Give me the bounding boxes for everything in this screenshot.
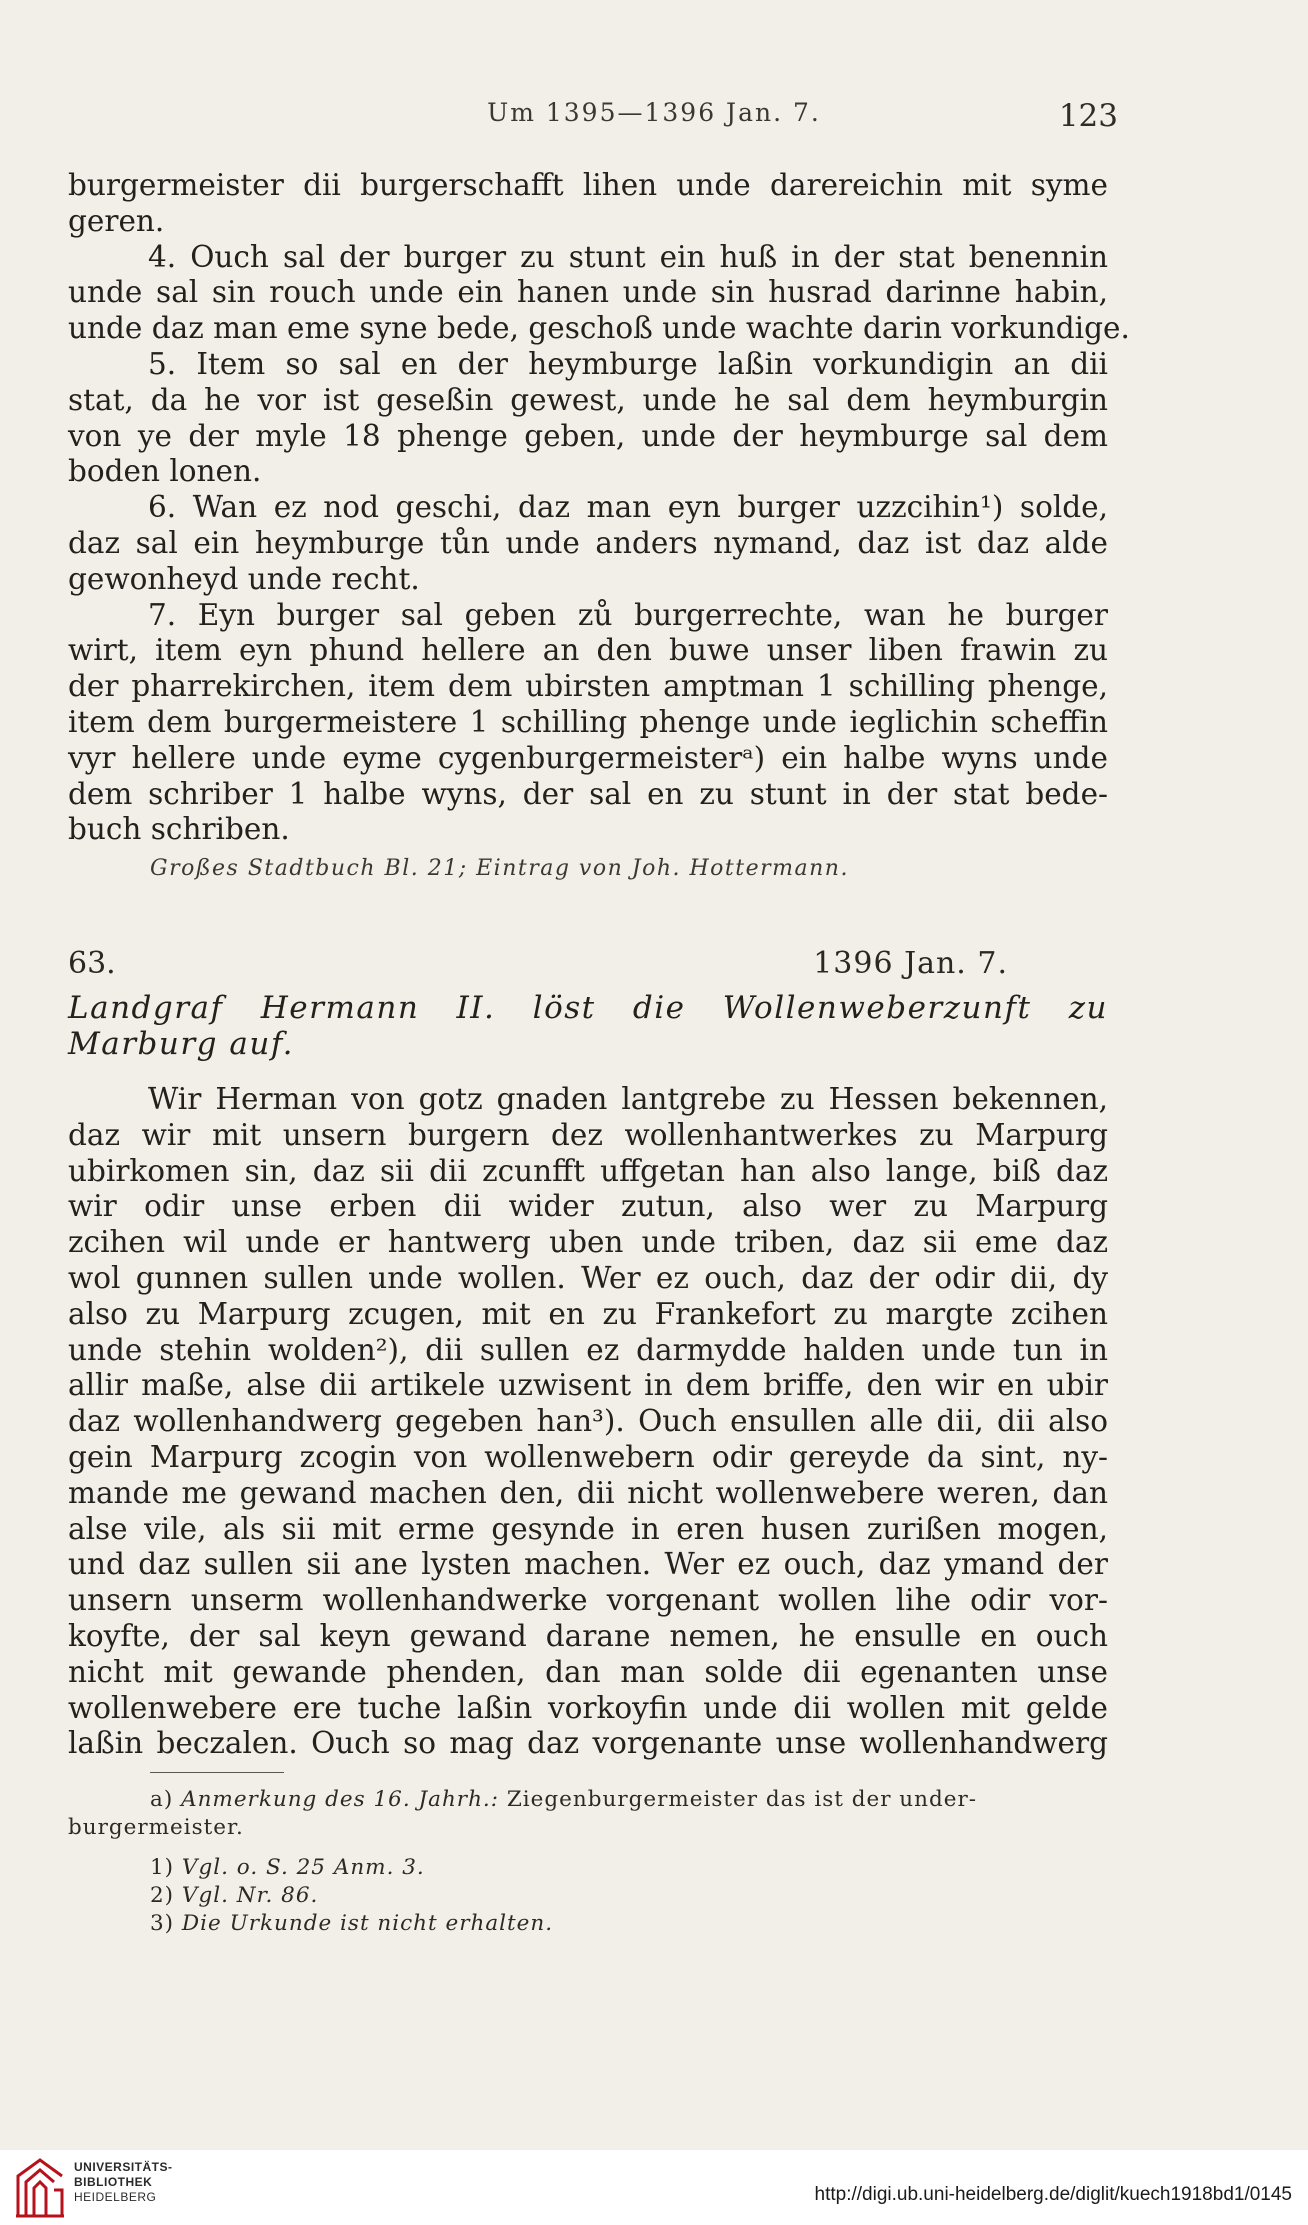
running-title: Um 1395—1396 Jan. 7. [487,98,821,127]
text-line: mande me gewand machen den, dii nicht wollenwebere weren, dan [68,1475,1108,1510]
text-line: unde daz man eme syne bede, geschoß unde wachte darin vorkundige. [68,311,1130,346]
text-line: gewonheyd unde recht. [68,561,420,596]
text-line: geren. [68,203,165,238]
text-line: gein Marpurg zcogin von wollenwebern odir gereyde da sint, ny- [68,1439,1108,1474]
text-line: 7. Eyn burger sal geben zů burgerrechte, wan he burger [148,597,1108,632]
heading-line: Landgraf Hermann II. löst die Wollenweberzunft zu [68,990,1108,1026]
text-line: Wir Herman von gotz gnaden lantgrebe zu Hessen bekennen, [148,1082,1108,1116]
text-line: zcihen wil unde er hantwerg uben unde triben, daz sii eme daz [68,1225,1108,1260]
text-line: wir odir unse erben dii wider zutun, also wer zu Marpurg [68,1189,1108,1224]
running-head [0,98,1308,138]
footnote-label: Anmerkung des 16. Jahrh.: [181,1787,500,1812]
text-line: dem schriber 1 halbe wyns, der sal en zu stunt in der stat bede- [68,776,1108,811]
document-heading [68,990,1108,1062]
text-line: also zu Marpurg zcugen, mit en zu Frankefort zu margte zcihen [68,1296,1108,1331]
document-number: 63. [68,946,116,981]
text-line: daz sal ein heymburge tůn unde anders nymand, daz ist daz alde [68,525,1108,560]
library-name-line: BIBLIOTHEK [74,2175,153,2189]
footnote-a-continued: burgermeister. [68,1815,244,1840]
library-name-line: HEIDELBERG [74,2190,157,2204]
footnote-text: Die Urkunde ist nicht erhalten. [181,1911,554,1936]
text-line: buch schriben. [68,812,290,847]
text-line: unde sal sin rouch unde ein hanen unde sin husrad darinne habin, [68,275,1108,310]
source-note: Großes Stadtbuch Bl. 21; Eintrag von Joh. Hottermann. [150,856,849,881]
text-line: daz wir mit unsern burgern dez wollenhantwerkes zu Marpurg [68,1117,1108,1152]
continuation-text [68,168,1130,848]
text-line: koyfte, der sal keyn gewand darane nemen, he ensulle en ouch [68,1618,1108,1653]
library-name [74,2160,173,2205]
text-line: daz wollenhandwerg gegeben han³). Ouch ensullen alle dii, dii also [68,1404,1108,1439]
text-line: laßin beczalen. Ouch so mag daz vorgenante unse wollenhandwerg [68,1726,1108,1761]
heading-line: Marburg auf. [68,1025,295,1062]
text-line: 4. Ouch sal der burger zu stunt ein huß in der stat benennin [148,239,1108,274]
document-date: 1396 Jan. 7. [813,946,1008,981]
footnote-marker: a) [150,1787,174,1812]
text-line: burgermeister dii burgerschafft lihen unde darereichin mit syme [68,168,1108,202]
text-line: boden lonen. [68,454,262,489]
source-url-link[interactable]: http://digi.ub.uni-heidelberg.de/diglit/kuech1918bd1/0145 [814,2184,1292,2205]
text-line: der pharrekirchen, item dem ubirsten amptman 1 schilling phenge, [68,669,1108,704]
footnote-2 [68,1882,1108,1910]
text-line: und daz sullen sii ane lysten machen. Wer ez ouch, daz ymand der [68,1547,1108,1582]
library-name-line: UNIVERSITÄTS- [74,2160,173,2174]
footnote-1 [68,1854,1108,1882]
text-line: ubirkomen sin, daz sii dii zcunfft uffgetan han also lange, biß daz [68,1153,1108,1188]
footnote-a [68,1786,1108,1814]
text-line: allir maße, alse dii artikele uzwisent in dem briffe, den wir en ubir [68,1368,1108,1403]
text-line: alse vile, als sii mit erme gesynde in eren husen zurißen mogen, [68,1511,1108,1546]
text-line: nicht mit gewande phenden, dan man solde dii egenanten unse [68,1654,1108,1689]
text-line: von ye der myle 18 phenge geben, unde der heymburge sal dem [68,418,1108,453]
digitization-footer [0,2150,1308,2225]
text-line: 6. Wan ez nod geschi, daz man eyn burger uzzcihin¹) solde, [148,490,1108,525]
footnote-marker: 1) [150,1855,175,1880]
text-line: 5. Item so sal en der heymburge laßin vorkundigin an dii [148,346,1108,381]
footnote-text: Vgl. Nr. 86. [181,1883,319,1908]
footnote-text: Ziegenburgermeister das ist der under- [506,1787,978,1812]
footnote-text: Vgl. o. S. 25 Anm. 3. [181,1855,425,1880]
text-line: vyr hellere unde eyme cygenburgermeisterᵃ) ein halbe wyns unde [68,740,1108,775]
continuation-paragraphs [68,168,1130,848]
text-line: stat, da he vor ist geseßin gewest, unde he sal dem heymburgin [68,382,1108,417]
text-line: wol gunnen sullen unde wollen. Wer ez ouch, daz der odir dii, dy [68,1260,1108,1295]
text-line: item dem burgermeistere 1 schilling phenge unde ieglichin scheffin [68,704,1108,739]
footnote-3 [68,1910,1108,1938]
footnote-marker: 3) [150,1911,175,1936]
text-line: unde stehin wolden²), dii sullen ez darmydde halden unde tun in [68,1332,1108,1367]
university-library-logo-icon [14,2154,66,2220]
text-line: wirt, item eyn phund hellere an den buwe unser liben frawin zu [68,633,1108,668]
text-line: unsern unserm wollenhandwerke vorgenant wollen lihe odir vor- [68,1583,1108,1618]
footnote-marker: 2) [150,1883,175,1908]
footnote-divider [150,1772,284,1773]
text-line: wollenwebere ere tuche laßin vorkoyfin unde dii wollen mit gelde [68,1690,1108,1725]
page-number: 123 [1058,98,1118,134]
footnotes [68,1786,1108,1938]
document-body [68,1082,1108,1762]
